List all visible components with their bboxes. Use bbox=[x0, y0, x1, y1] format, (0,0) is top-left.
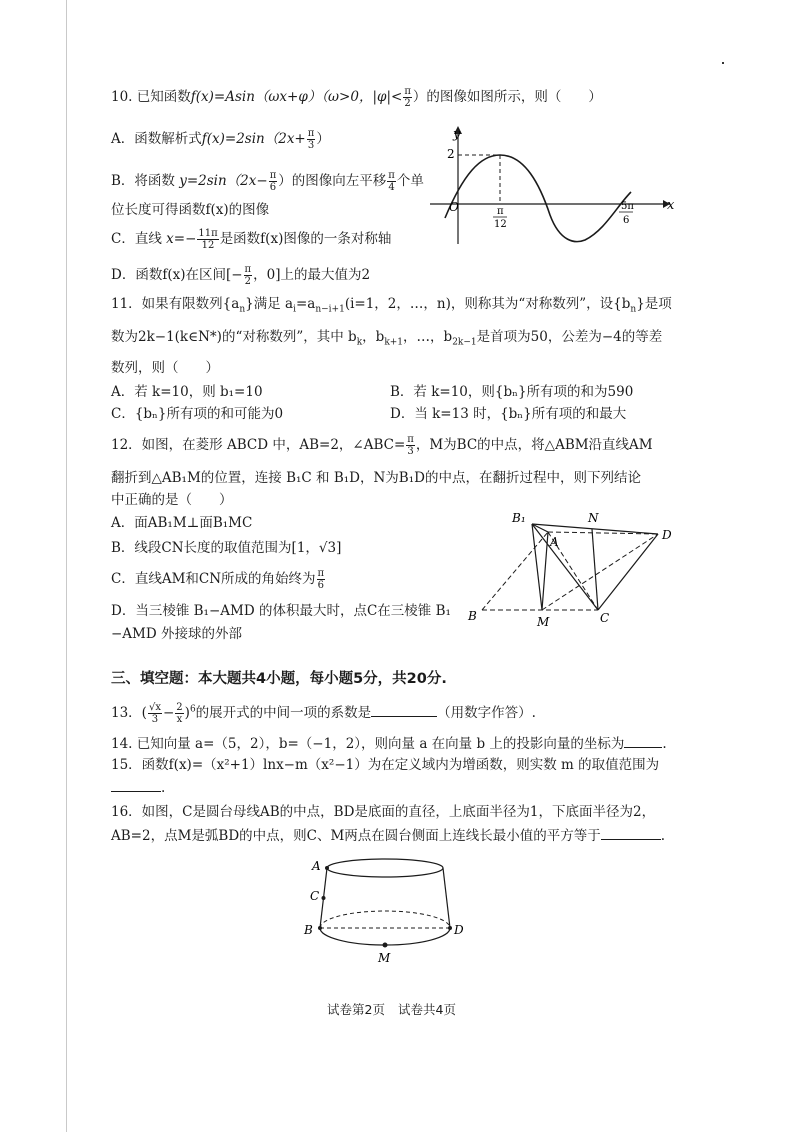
label-d: D bbox=[454, 923, 464, 937]
q10-option-c: C．直线 x=− $\frac{11\pi}{12}$ 是函数f(x)图像的一条对称轴 bbox=[111, 228, 392, 251]
label-c: C bbox=[600, 611, 610, 625]
q11-stem-line1: 11．如果有限数列$\{a_n\}$满足 $a_i=a_{n-i+1}(i=1$，2，…，n)，则称其为“对称数列”，设$\{b_n\}$是项 bbox=[111, 296, 672, 315]
q12-option-d-line2: −AMD 外接球的外部 bbox=[111, 626, 242, 642]
q13-answer-blank[interactable] bbox=[371, 702, 437, 717]
label-m: M bbox=[537, 615, 550, 629]
label-b: B bbox=[304, 923, 313, 937]
label-c: C bbox=[310, 889, 320, 903]
x-axis-label: x bbox=[667, 198, 675, 213]
q12-stem-line1: 12．如图，在菱形 ABCD 中，AB=2，∠ABC= $\frac{\pi}{3}$ ，M为BC的中点，将△ABM沿直线AM bbox=[111, 434, 653, 457]
q12-stem-line3: 中正确的是（ ） bbox=[111, 492, 233, 508]
edge-b1-m bbox=[532, 524, 542, 610]
q16-answer-blank[interactable] bbox=[601, 825, 661, 840]
q11-option-b: B．若 k=10，则{bₙ}所有项的和为590 bbox=[390, 384, 634, 400]
q10-option-d: D．函数f(x)在区间[− $\frac{\pi}{2}$ ，0]上的最大值为2 bbox=[111, 264, 371, 287]
q16-frustum-figure bbox=[290, 850, 480, 975]
q15-answer-blank[interactable] bbox=[111, 777, 161, 792]
q15-line-cont: . bbox=[111, 777, 165, 798]
q11-option-a: A．若 k=10，则 b₁=10 bbox=[111, 384, 263, 400]
tick-label-pi-12-den: 12 bbox=[494, 219, 507, 230]
q10-stem: 10. 已知函数f(x)=Asin（ωx+φ）（ω>0，|φ|< $\frac{\pi}{2}$ ）的图像如图所示，则（ ） bbox=[111, 86, 602, 109]
edge-m-d-dashed bbox=[542, 534, 658, 610]
q13-line: 13．( $\frac{√x}{3}$ − $\frac{2}{x}$ )$^6$的展开式的中间一项的系数是 （用数字作答）. bbox=[111, 702, 536, 725]
q11-option-d: D．当 k=13 时，{bₙ}所有项的和最大 bbox=[390, 406, 627, 422]
y-axis-label: y bbox=[453, 127, 461, 142]
bottom-base-front-arc bbox=[320, 928, 450, 945]
sine-curve bbox=[445, 155, 631, 242]
label-m: M bbox=[378, 951, 391, 965]
footer-page-number: 试卷第2页 bbox=[327, 1002, 385, 1017]
q10-option-a: A．函数解析式f(x)=2sin（2x+ $\frac{\pi}{3}$ ） bbox=[111, 128, 330, 151]
q16-line2: AB=2，点M是弧BD的中点，则C、M两点在圆台侧面上连线长最小值的平方等于 . bbox=[111, 825, 665, 846]
tick-label-5pi-6-num: 5π bbox=[621, 201, 634, 212]
q12-option-d-line1: D．当三棱锥 B₁−AMD 的体积最大时，点C在三棱锥 B₁ bbox=[111, 603, 451, 619]
tick-label-pi-12-num: π bbox=[497, 206, 504, 217]
point-m bbox=[383, 943, 388, 948]
label-a: A bbox=[312, 859, 321, 873]
q11-stem-line2: 数为2k−1(k∈N*)的“对称数列”，其中 $b_k$，$b_{k+1}$，…，$b_{2k-1}$是首项为50，公差为−4的等差 bbox=[111, 329, 663, 348]
y-max-label: 2 bbox=[447, 147, 455, 161]
q10-option-b-cont: 位长度可得函数f(x)的图像 bbox=[111, 202, 270, 218]
label-a: A bbox=[550, 535, 559, 549]
section-title-fill-in: 三、填空题：本大题共4小题，每小题5分，共20分. bbox=[111, 671, 447, 687]
q10-sine-graph bbox=[425, 120, 680, 250]
q14-line: 14. 已知向量 a=（5，2），b=（−1，2），则向量 a 在向量 b 上的投影向量的坐标为 . bbox=[111, 733, 667, 754]
label-b1: B₁ bbox=[512, 511, 526, 525]
footer-total-pages: 试卷共4页 bbox=[398, 1002, 456, 1017]
q12-option-c: C．直线AM和CN所成的角始终为 $\frac{\pi}{6}$ bbox=[111, 568, 325, 591]
q12-stem-line2: 翻折到△AB₁M的位置，连接 B₁C 和 B₁D，N为B₁D的中点，在翻折过程中，则下列结论 bbox=[111, 470, 641, 486]
edge-n-c bbox=[592, 529, 598, 610]
point-a bbox=[325, 866, 329, 870]
top-base-ellipse bbox=[327, 859, 443, 877]
q10-option-b: B．将函数 y=2sin（2x− $\frac{\pi}{6}$ ）的图像向左平移 $\frac{\pi}{4}$ 个单 bbox=[111, 170, 424, 193]
q14-answer-blank[interactable] bbox=[624, 733, 662, 748]
edge-d-c bbox=[598, 534, 658, 610]
q16-line1: 16．如图，C是圆台母线AB的中点，BD是底面的直径，上底面半径为1，下底面半径为2， bbox=[111, 804, 656, 820]
point-c bbox=[322, 896, 326, 900]
binding-line bbox=[66, 0, 67, 1132]
scan-speck bbox=[722, 62, 724, 64]
bottom-base-back-arc bbox=[320, 911, 450, 928]
origin-label: O bbox=[449, 200, 459, 214]
generatrix-right bbox=[443, 868, 450, 928]
q12-option-a: A．面AB₁M⊥面B₁MC bbox=[111, 515, 253, 531]
q12-fold-figure bbox=[462, 502, 687, 632]
tick-label-5pi-6-den: 6 bbox=[623, 215, 630, 226]
point-b bbox=[318, 926, 322, 930]
edge-a-m bbox=[542, 532, 548, 610]
q12-option-b: B．线段CN长度的取值范围为[1，√3] bbox=[111, 540, 342, 556]
label-n: N bbox=[588, 511, 599, 525]
label-d: D bbox=[662, 528, 672, 542]
q11-stem-line3: 数列，则（ ） bbox=[111, 360, 219, 376]
edge-b-a-dashed bbox=[482, 532, 548, 610]
q15-line: 15．函数f(x)=（x²+1）lnx−m（x²−1）为在定义域内为增函数，则实数 m 的取值范围为 bbox=[111, 757, 660, 773]
q11-option-c: C．{bₙ}所有项的和可能为0 bbox=[111, 406, 284, 422]
label-b: B bbox=[468, 609, 477, 623]
edge-b1-c bbox=[532, 524, 598, 610]
point-d bbox=[448, 926, 452, 930]
